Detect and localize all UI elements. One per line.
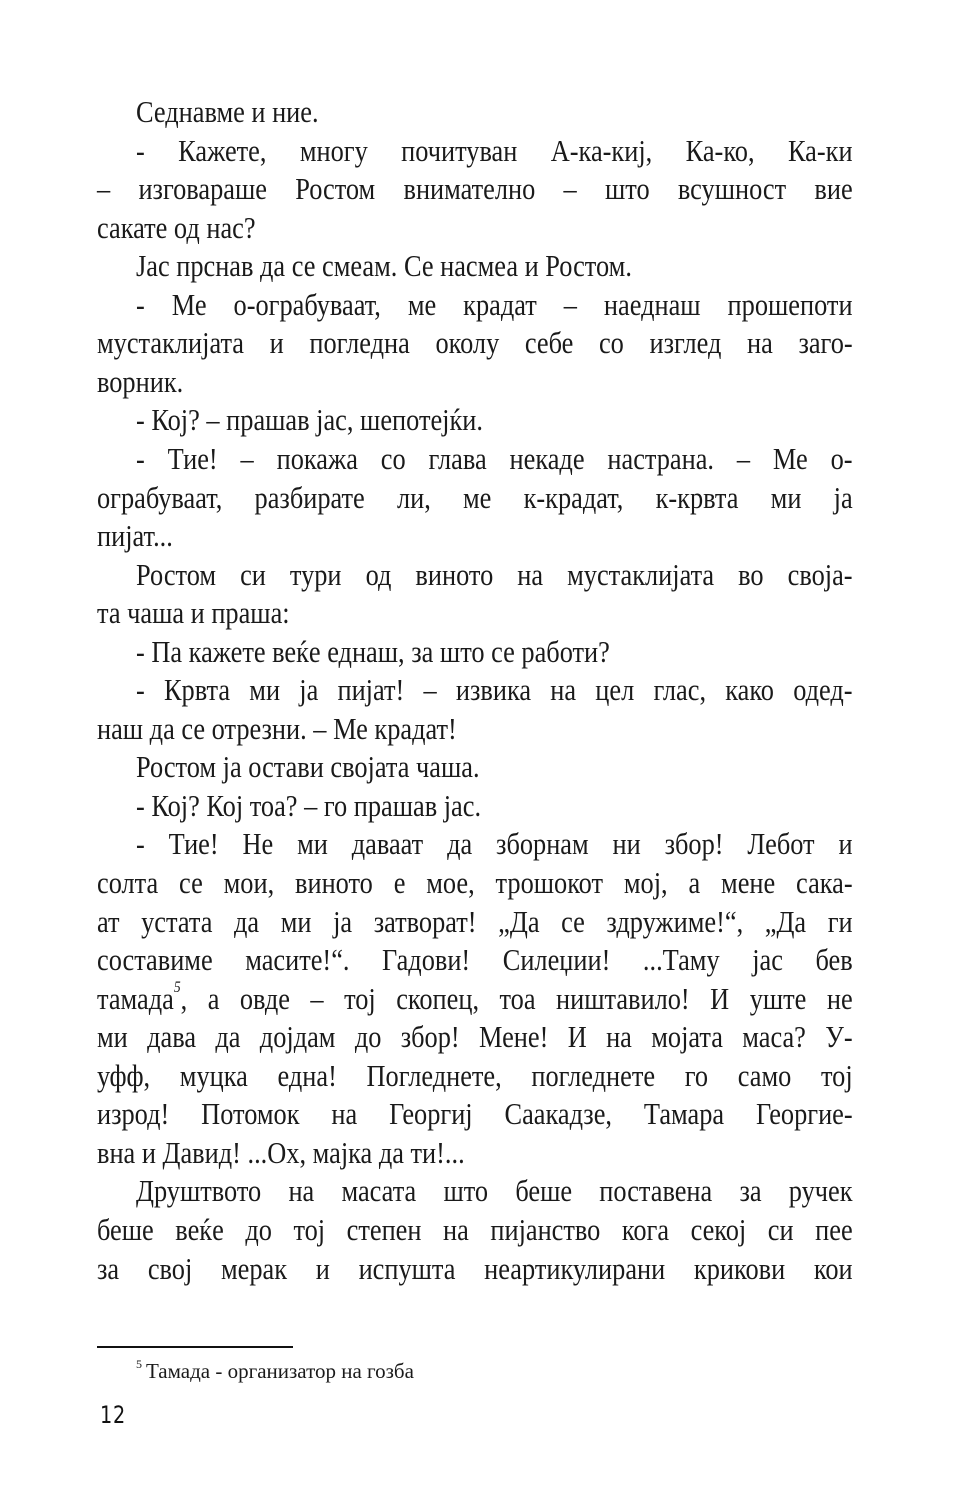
text-fragment: , а овде – тој скопец, тоа ништавило! И уште не	[180, 980, 853, 1016]
text-line	[97, 1211, 853, 1249]
text-line	[136, 633, 853, 671]
text-line	[97, 1250, 853, 1288]
text-line-content: - Кој? – прашав јас, шепотејќи.	[136, 402, 483, 438]
text-line-content: Ростом си тури од виното на мустаклијата во своја-	[136, 556, 853, 592]
footnote-reference[interactable]: 5	[173, 978, 181, 996]
text-line	[97, 1018, 853, 1056]
text-line	[97, 517, 853, 555]
text-line-content: беше веќе до тој степен на пијанство кога секој си пее	[97, 1211, 853, 1247]
text-line-content: мустаклијата и погледна околу себе со изглед на заго-	[97, 325, 853, 361]
text-line-content: Седнавме и ние.	[136, 94, 319, 129]
text-line-content: уфф, муцка една! Погледнете, погледнете го само тој	[97, 1057, 853, 1093]
text-line-content: изрод! Потомок на Георгиј Саакадзе, Тамара Георгие-	[97, 1096, 853, 1132]
text-line-content: солта се мои, виното е мое, трошокот мој, а мене сака-	[97, 865, 853, 900]
text-line	[97, 980, 853, 1018]
text-line	[136, 401, 853, 439]
text-line	[97, 479, 853, 517]
text-line	[136, 247, 853, 285]
text-line	[136, 671, 853, 709]
text-line-content: сакате од нас?	[97, 209, 256, 245]
footnote-text: Тамада - организатор на гозба	[146, 1359, 414, 1383]
text-line	[136, 132, 853, 170]
text-line-content	[97, 980, 853, 1018]
text-line	[97, 864, 853, 902]
text-line-content: - Кажете, многу почитуван А-ка-киј, Ка-ко, Ка-ки	[136, 132, 853, 168]
text-line-content: ворник.	[97, 363, 184, 399]
text-line-content: - Ме о-ограбуваат, ме крадат – наеднаш прошепоти	[136, 286, 853, 322]
text-line	[97, 1134, 853, 1172]
text-fragment: тамада	[97, 980, 174, 1016]
text-line	[97, 594, 853, 632]
text-line-content: Јас прснав да се смеам. Се насмеа и Ростом.	[136, 248, 632, 284]
text-line-content: составиме масите!“. Гадови! Силеџии! ...Таму јас бев	[97, 942, 853, 978]
text-line-content: - Тие! – покажа со глава некаде настрана. – Ме о-	[136, 440, 853, 476]
text-line	[136, 556, 853, 594]
text-line	[136, 787, 853, 825]
text-line	[97, 1057, 853, 1095]
text-line-content: - Тие! Не ми даваат да зборнам ни збор! Лебот и	[136, 826, 853, 862]
text-line	[136, 748, 853, 786]
text-line	[136, 286, 853, 324]
text-line	[97, 1095, 853, 1133]
text-line-content: Друштвото на масата што беше поставена за ручек	[136, 1173, 853, 1209]
text-line	[97, 170, 853, 208]
text-line	[136, 440, 853, 478]
text-line-content: - Кој? Кој тоа? – го прашав јас.	[136, 787, 482, 823]
text-line	[97, 324, 853, 362]
text-line	[97, 710, 853, 748]
footnote	[136, 1358, 414, 1384]
text-line	[97, 941, 853, 979]
text-line-content: ат устата да ми ја затворат! „Да се здружиме!“, „Да ги	[97, 903, 853, 939]
text-line	[136, 825, 853, 863]
footnote-separator	[97, 1346, 293, 1348]
text-line-content: ми дава да дојдам до збор! Мене! И на мојата маса? У-	[97, 1019, 853, 1055]
text-line-content: Ростом ја остави својата чаша.	[136, 749, 480, 785]
text-line-content: за свој мерак и испушта неартикулирани крикови кои	[97, 1250, 853, 1286]
text-line	[97, 209, 853, 247]
text-line	[97, 903, 853, 941]
text-line-content: ограбуваат, разбирате ли, ме к-крадат, к-крвта ми ја	[97, 479, 853, 515]
footnote-marker: 5	[136, 1357, 142, 1371]
text-line-content: - Па кажете веќе еднаш, за што се работи?	[136, 633, 610, 669]
text-line	[136, 1172, 853, 1210]
text-line-content: пијат...	[97, 518, 173, 554]
text-line-content: вна и Давид! ...Ох, мајка да ти!...	[97, 1134, 465, 1170]
text-line-content: наш да се отрезни. – Ме крадат!	[97, 710, 457, 746]
text-line-content: та чаша и праша:	[97, 595, 290, 631]
text-line	[136, 93, 853, 131]
text-line-content: - Крвта ми ја пијат! – извика на цел глас, како одед-	[136, 672, 853, 708]
page-number: 12	[100, 1401, 127, 1429]
text-line-content: – изговараше Ростом внимателно – што всушност вие	[97, 171, 853, 207]
text-line	[97, 363, 853, 401]
